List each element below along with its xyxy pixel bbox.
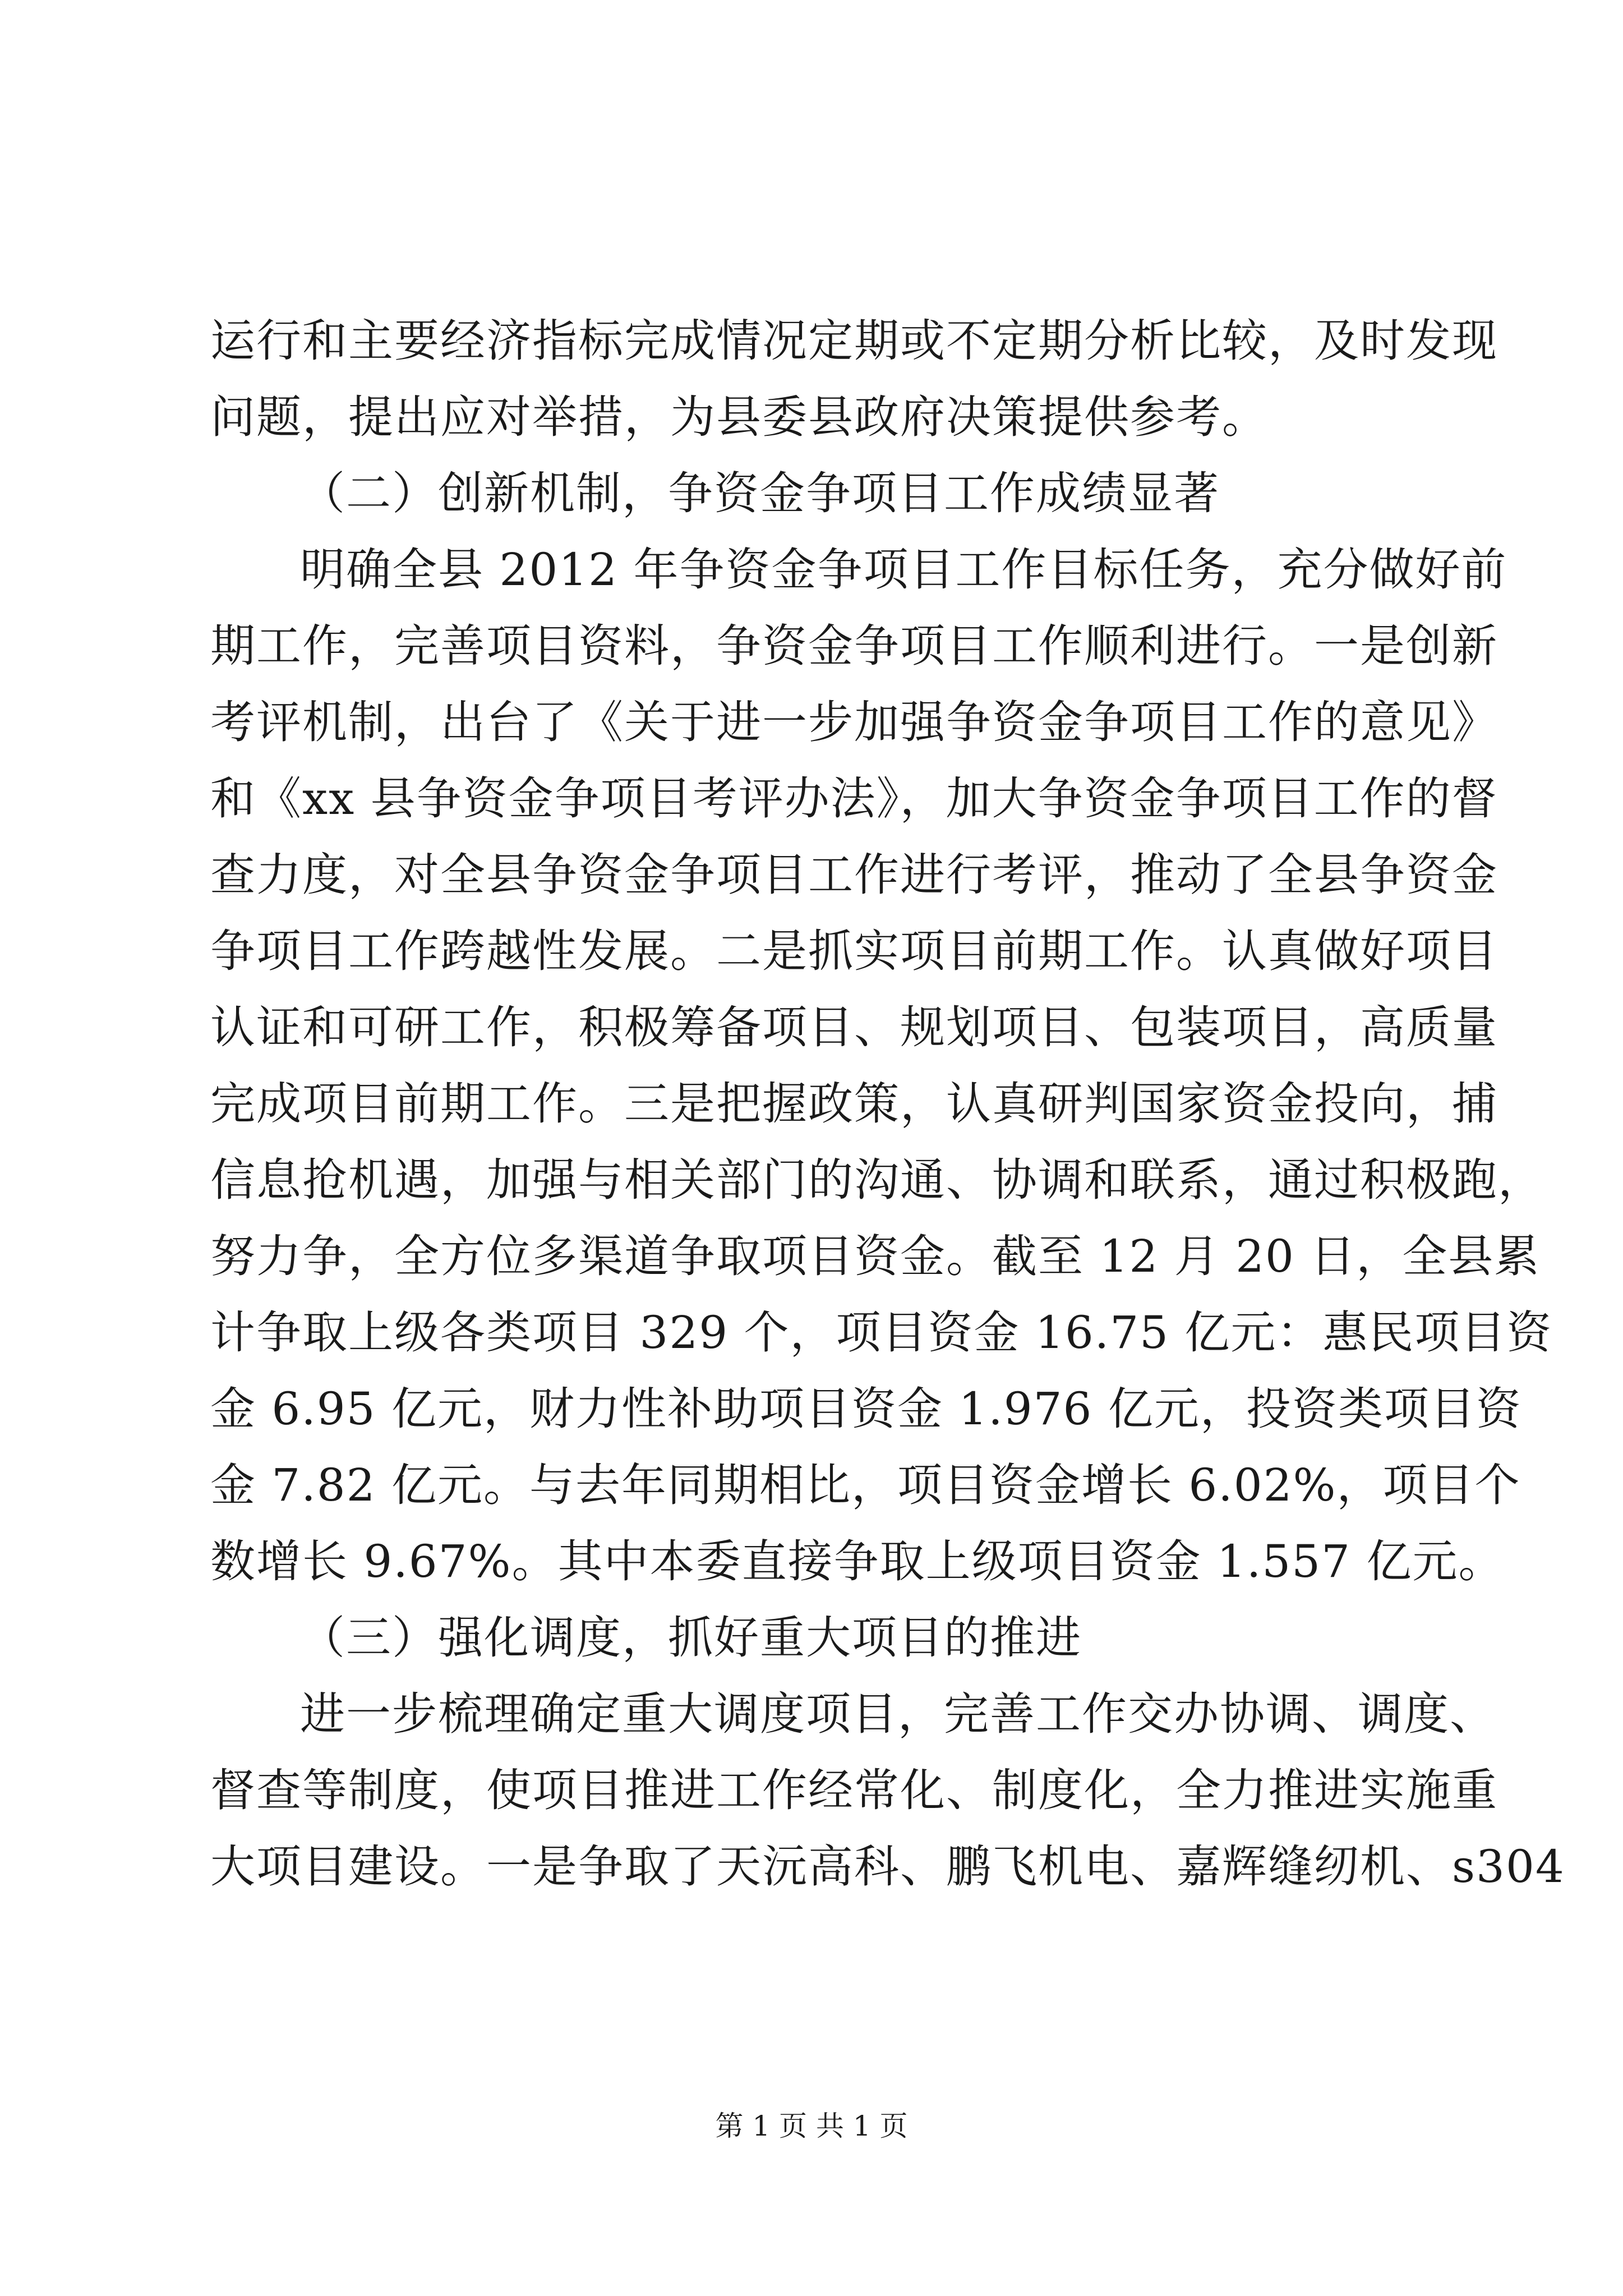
paragraph-line: 期工作，完善项目资料，争资金争项目工作顺利进行。一是创新 <box>210 620 1498 672</box>
paragraph-line: 计争取上级各类项目 329 个，项目资金 16.75 亿元：惠民项目资 <box>210 1306 1553 1359</box>
paragraph-line: 争项目工作跨越性发展。二是抓实项目前期工作。认真做好项目 <box>210 925 1498 977</box>
paragraph-line: 运行和主要经济指标完成情况定期或不定期分析比较，及时发现 <box>210 315 1498 367</box>
paragraph-line: 金 7.82 亿元。与去年同期相比，项目资金增长 6.02%，项目个 <box>210 1459 1521 1511</box>
paragraph-line: 查力度，对全县争资金争项目工作进行考评，推动了全县争资金 <box>210 849 1498 901</box>
paragraph-line: 和《xx 县争资金争项目考评办法》，加大争资金争项目工作的督 <box>210 772 1498 825</box>
paragraph-line: 认证和可研工作，积极筹备项目、规划项目、包装项目，高质量 <box>210 1001 1498 1053</box>
document-body <box>210 303 1565 1905</box>
paragraph-line: 金 6.95 亿元，财力性补助项目资金 1.976 亿元，投资类项目资 <box>210 1383 1522 1435</box>
paragraph-line: 督查等制度，使项目推进工作经常化、制度化，全力推进实施重 <box>210 1764 1498 1816</box>
paragraph-line: 数增长 9.67%。其中本委直接争取上级项目资金 1.557 亿元。 <box>210 1535 1505 1588</box>
paragraph-line: 进一步梳理确定重大调度项目，完善工作交办协调、调度、 <box>300 1688 1496 1740</box>
paragraph-line: 问题，提出应对举措，为县委县政府决策提供参考。 <box>210 391 1268 443</box>
page-footer: 第 1 页 共 1 页 <box>715 2110 908 2142</box>
paragraph-line: 信息抢机遇，加强与相关部门的沟通、协调和联系，通过积极跑， <box>210 1154 1544 1206</box>
paragraph-line: 大项目建设。一是争取了天沅高科、鹏飞机电、嘉辉缝纫机、s304 <box>210 1841 1565 1893</box>
paragraph-line: 明确全县 2012 年争资金争项目工作目标任务，充分做好前 <box>300 544 1507 596</box>
section-heading: （二）创新机制，争资金争项目工作成绩显著 <box>300 467 1220 519</box>
paragraph-line: 考评机制，出台了《关于进一步加强争资金争项目工作的意见》 <box>210 696 1498 748</box>
paragraph-line: 努力争，全方位多渠道争取项目资金。截至 12 月 20 日，全县累 <box>210 1230 1541 1282</box>
section-heading: （三）强化调度，抓好重大项目的推进 <box>300 1612 1082 1664</box>
paragraph-line: 完成项目前期工作。三是把握政策，认真研判国家资金投向，捕 <box>210 1078 1498 1130</box>
